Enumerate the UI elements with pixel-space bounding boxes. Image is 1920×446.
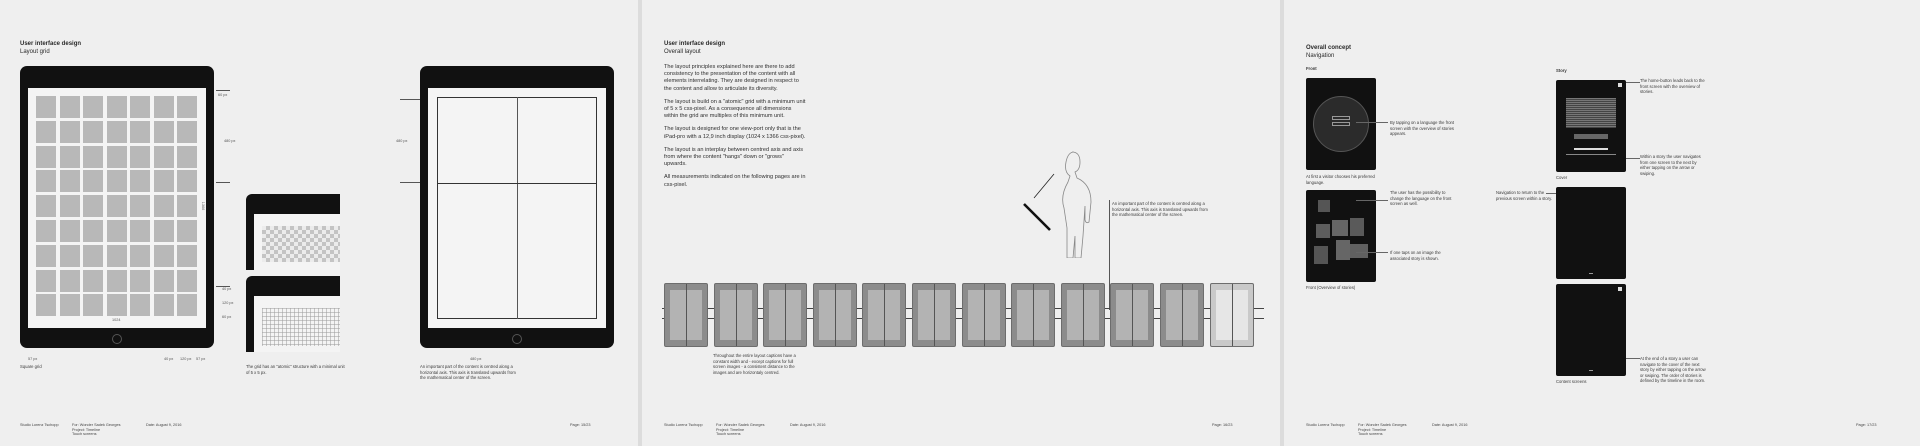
layout-thumbnail (962, 283, 1006, 347)
grid-cell (83, 294, 103, 316)
measure-tick (400, 182, 422, 183)
grid-cell (83, 270, 103, 292)
measure-right-height: 480 px (396, 139, 408, 143)
person-silhouette-icon (1022, 148, 1112, 258)
pointer-line (1626, 82, 1640, 83)
measure-right-bottom: 480 px (470, 357, 482, 361)
page-subtitle: Overall layout (664, 49, 701, 55)
grid-cell (36, 195, 56, 217)
grid-cell (36, 170, 56, 192)
footer-studio: Studio Lorenz Tschopp (1306, 423, 1345, 427)
layout-thumbnail (763, 283, 807, 347)
caption-content: Content screens (1556, 379, 1587, 384)
body-text (664, 64, 806, 189)
measure-left-height: 480 px (224, 139, 236, 143)
note-change: The user has the possibility to change the language on the front screen as well. (1390, 190, 1452, 207)
pointer-line (1626, 358, 1640, 359)
square-grid (36, 96, 198, 320)
grid-cell (130, 96, 150, 118)
page-subtitle: Layout grid (20, 49, 50, 55)
footer-date: Date: August 9, 2016 (790, 423, 826, 427)
grid-cell (83, 170, 103, 192)
measure-tick (216, 182, 230, 183)
caption-square-grid: Square grid (20, 364, 42, 369)
measure-mid3: 60 px (222, 315, 232, 319)
grid-cell (36, 146, 56, 168)
layout-thumbnail (1011, 283, 1055, 347)
thumb-axis (785, 284, 786, 347)
vertical-axis (517, 97, 518, 319)
grid-cell (177, 294, 197, 316)
thumb-axis (984, 284, 985, 347)
paragraph: The layout is designed for one view-port only that is the iPad-pro with a 12,9 inch display (1024 x 1366 css-pixel). (664, 126, 806, 140)
grid-cell (177, 195, 197, 217)
footer-client: For: Wonder Sadek Georges Project: Timeline Touch screens (1358, 423, 1407, 437)
arrow-icon[interactable] (1589, 370, 1593, 371)
footer-client: For: Wonder Sadek Georges Project: Timeline Touch screens (72, 423, 121, 437)
layout-thumbnail (862, 283, 906, 347)
pointer-line (1626, 158, 1640, 159)
footer-page: Page: 16/23 (1212, 423, 1233, 427)
caption-atomic-grid: The grid has an "atomic" structure with a minimal unit of 5 x 5 px. (246, 364, 345, 375)
grid-cell (107, 146, 127, 168)
grid-cell (154, 245, 174, 267)
layout-thumbnail (714, 283, 758, 347)
page-navigation (1284, 0, 1920, 446)
content-screen (1556, 187, 1626, 279)
layout-thumbnail (912, 283, 956, 347)
pointer-line (1356, 200, 1388, 201)
measure-mid2: 120 px (222, 301, 234, 305)
grid-cell (83, 220, 103, 242)
grid-cell (107, 121, 127, 143)
grid-cell (130, 195, 150, 217)
grid-cell (154, 220, 174, 242)
grid-cell (154, 170, 174, 192)
grid-cell (60, 220, 80, 242)
layout-thumbnail (1160, 283, 1204, 347)
grid-cell (83, 245, 103, 267)
footer-studio: Studio Lorenz Tschopp (664, 423, 703, 427)
paragraph: All measurements indicated on the following pages are in css-pixel. (664, 174, 806, 188)
home-icon[interactable] (1618, 83, 1622, 87)
layout-thumbnail (813, 283, 857, 347)
cover-screen (1556, 80, 1626, 172)
page-title: Overall concept (1306, 45, 1352, 51)
grid-cell (36, 245, 56, 267)
grid-cell (107, 170, 127, 192)
note-language: By tapping on a language the front screen with the overview of stories appears. (1390, 120, 1455, 137)
paragraph: The layout is an interplay between centred axis and axis from where the content "hangs" down or "grows" upwards. (664, 146, 803, 168)
grid-cell (130, 220, 150, 242)
front-label: Front (1306, 66, 1317, 71)
note-return: Navigation to return to the previous screen within a story. (1496, 190, 1553, 201)
grid-cell (107, 96, 127, 118)
horizontal-axis (437, 183, 597, 184)
thumb-axis (1232, 284, 1233, 347)
grid-cell (60, 96, 80, 118)
caption-cover: Cover (1556, 175, 1568, 180)
caption-thumbs: Throughout the entire layout captions have a constant width and - except captions for full screen images - a consistent distance to the images and are horizontaly centred. (713, 353, 796, 375)
measure-bottom-b: 40 px (164, 357, 174, 361)
grid-cell (60, 170, 80, 192)
axis-screen (428, 88, 606, 328)
grid-cell (130, 294, 150, 316)
grid-cell (36, 294, 56, 316)
grid-cell (83, 96, 103, 118)
grid-cell (177, 245, 197, 267)
grid-cell (130, 121, 150, 143)
tablet-square-grid (20, 66, 214, 348)
page-layout-grid (0, 0, 638, 446)
grid-cell (177, 96, 197, 118)
thumb-axis (1132, 284, 1133, 347)
grid-cell (83, 146, 103, 168)
grid-screen (28, 88, 206, 328)
paragraph: The layout principles explained here are there to add consistency to the presentation of the content with all elements interrelating. They are designed in respect to the content and allow to articulate its diversity. (664, 64, 799, 92)
grid-cell (36, 270, 56, 292)
page-title: User interface design (20, 41, 82, 47)
grid-cell (130, 270, 150, 292)
grid-cell (60, 146, 80, 168)
grid-cell (130, 245, 150, 267)
grid-cell (107, 294, 127, 316)
grid-cell (83, 121, 103, 143)
zoom-detail-top (246, 194, 340, 270)
footer-date: Date: August 9, 2016 (146, 423, 182, 427)
thumb-axis (835, 284, 836, 347)
caption-overview: Front (Overview of stories) (1306, 285, 1356, 290)
grid-cell (60, 195, 80, 217)
footer-page: Page: 17/23 (1856, 423, 1877, 427)
grid-cell (130, 146, 150, 168)
grid-cell (60, 294, 80, 316)
grid-cell (177, 170, 197, 192)
grid-cell (36, 220, 56, 242)
language-screen (1306, 78, 1376, 170)
layout-thumbnail (1061, 283, 1105, 347)
home-button-icon (112, 334, 122, 344)
home-button-icon (512, 334, 522, 344)
caption-axis: An important part of the content is centred along a horizontal axis. This axis is translated upwards from the mathematical center of the screen. (420, 364, 516, 381)
footer-page: Page: 15/23 (570, 423, 591, 427)
thumb-axis (1182, 284, 1183, 347)
tablet-axis-layout (420, 66, 614, 348)
pointer-line (1356, 122, 1388, 123)
footer-date: Date: August 9, 2016 (1432, 423, 1468, 427)
measure-tick (400, 99, 422, 100)
thumb-axis (1083, 284, 1084, 347)
thumb-axis (934, 284, 935, 347)
footer-client: For: Wonder Sadek Georges Project: Timeline Touch screens (716, 423, 765, 437)
grid-cell (107, 270, 127, 292)
grid-cell (177, 220, 197, 242)
paragraph: The layout is build on a "atomic" grid with a minimum unit of 5 x 5 css-pixel. As a consequence all dimensions within the grid are multiples of this minimum unit. (664, 98, 806, 120)
grid-cell (177, 146, 197, 168)
note-first: At first a visitor chooses his preferred language. (1306, 174, 1375, 185)
grid-cell (177, 270, 197, 292)
home-icon[interactable] (1618, 287, 1622, 291)
page-overall-layout (642, 0, 1280, 446)
story-label: Story (1556, 68, 1567, 73)
grid-cell (154, 195, 174, 217)
arrow-icon[interactable] (1589, 273, 1593, 274)
grid-cell (154, 270, 174, 292)
layout-thumbnail (664, 283, 708, 347)
layout-thumbnail (1210, 283, 1254, 347)
layout-thumbnail (1110, 283, 1154, 347)
thumb-axis (884, 284, 885, 347)
zoom-detail-bottom (246, 276, 340, 352)
measure-bottom-c: 120 px (180, 357, 192, 361)
grid-cell (130, 170, 150, 192)
footer-studio: Studio Lorenz Tschopp (20, 423, 59, 427)
grid-cell (60, 245, 80, 267)
page-subtitle: Navigation (1306, 53, 1335, 59)
thumb-axis (1033, 284, 1034, 347)
grid-cell (107, 195, 127, 217)
cover-image (1566, 98, 1616, 128)
grid-cell (107, 220, 127, 242)
grid-cell (83, 195, 103, 217)
measure-bottom-a: 57 px (28, 357, 38, 361)
grid-cell (177, 121, 197, 143)
grid-cell (154, 96, 174, 118)
thumb-axis (686, 284, 687, 347)
measure-mid1: 40 px (222, 287, 232, 291)
grid-cell (60, 270, 80, 292)
grid-cell (60, 121, 80, 143)
pointer-line (1356, 252, 1388, 253)
grid-cell (36, 96, 56, 118)
note-home: The home-button leads back to the front screen with the overview of stories. (1640, 78, 1705, 95)
measure-tick (216, 90, 230, 91)
measure-vertical: 1366 (201, 201, 206, 211)
bottom-width-label: 1024 (112, 318, 121, 322)
overview-screen (1306, 190, 1376, 282)
grid-cell (154, 146, 174, 168)
grid-cell (154, 121, 174, 143)
note-tap: If one taps on an image the associated story is shown. (1390, 250, 1441, 261)
grid-cell (154, 294, 174, 316)
measure-top: 60 px (218, 93, 228, 97)
thumb-axis (736, 284, 737, 347)
measure-bottom-d: 57 px (196, 357, 206, 361)
note-within: Within a story the user navigates from one screen to the next by either tapping on the arrow or swiping. (1640, 154, 1701, 176)
grid-cell (107, 245, 127, 267)
axis-note: An important part of the content is centred along a horizontal axis. This axis is translated upwards from the mathematical center of the screen. (1112, 201, 1208, 218)
content-screen-end (1556, 284, 1626, 376)
note-end: At the end of a story a user can navigate to the cover of the next story by either tapping on the arrow or swiping. The order of stories is defined by the timeline in the room. (1640, 356, 1706, 384)
grid-cell (36, 121, 56, 143)
page-title: User interface design (664, 41, 726, 47)
